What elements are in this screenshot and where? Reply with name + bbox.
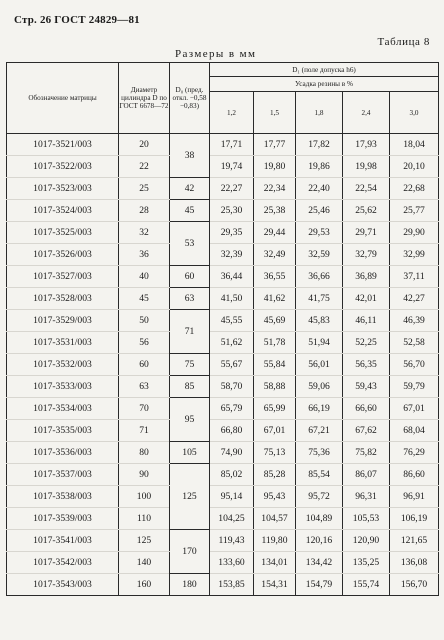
cell-d1-value: 96,31 xyxy=(343,486,390,508)
cell-d1-value: 51,62 xyxy=(210,332,254,354)
dimensions-table xyxy=(6,62,439,596)
cell-matrix: 1017-3538/003 xyxy=(7,486,119,508)
cell-d1-value: 36,44 xyxy=(210,266,254,288)
cell-d1-value: 55,84 xyxy=(254,354,296,376)
cell-d1-value: 75,13 xyxy=(254,442,296,464)
cell-d1-value: 120,16 xyxy=(296,530,343,552)
sizes-label: Размеры в мм xyxy=(175,48,257,60)
cell-d0: 180 xyxy=(170,574,210,596)
cell-d0: 60 xyxy=(170,266,210,288)
cell-diameter: 60 xyxy=(119,354,170,376)
table-row xyxy=(7,398,439,420)
table-row xyxy=(7,310,439,332)
cell-d0: 75 xyxy=(170,354,210,376)
cell-matrix: 1017-3535/003 xyxy=(7,420,119,442)
table-row xyxy=(7,134,439,156)
cell-matrix: 1017-3543/003 xyxy=(7,574,119,596)
cell-matrix: 1017-3524/003 xyxy=(7,200,119,222)
cell-matrix: 1017-3523/003 xyxy=(7,178,119,200)
table-row xyxy=(7,354,439,376)
cell-diameter: 32 xyxy=(119,222,170,244)
cell-d1-value: 85,28 xyxy=(254,464,296,486)
cell-d1-value: 29,35 xyxy=(210,222,254,244)
cell-diameter: 22 xyxy=(119,156,170,178)
cell-d1-value: 25,77 xyxy=(390,200,439,222)
cell-d1-value: 56,70 xyxy=(390,354,439,376)
cell-d1-value: 133,60 xyxy=(210,552,254,574)
cell-diameter: 140 xyxy=(119,552,170,574)
table-row xyxy=(7,178,439,200)
cell-d1-value: 104,25 xyxy=(210,508,254,530)
cell-d0: 95 xyxy=(170,398,210,442)
cell-d1-value: 95,72 xyxy=(296,486,343,508)
cell-d1-value: 17,77 xyxy=(254,134,296,156)
cell-diameter: 160 xyxy=(119,574,170,596)
cell-d1-value: 85,02 xyxy=(210,464,254,486)
cell-d1-value: 105,53 xyxy=(343,508,390,530)
cell-matrix: 1017-3532/003 xyxy=(7,354,119,376)
cell-d1-value: 17,82 xyxy=(296,134,343,156)
cell-d1-value: 67,62 xyxy=(343,420,390,442)
cell-d1-value: 20,10 xyxy=(390,156,439,178)
cell-d1-value: 41,50 xyxy=(210,288,254,310)
cell-d1-value: 32,99 xyxy=(390,244,439,266)
cell-diameter: 28 xyxy=(119,200,170,222)
cell-d1-value: 29,90 xyxy=(390,222,439,244)
cell-d1-value: 17,71 xyxy=(210,134,254,156)
cell-d1-value: 42,01 xyxy=(343,288,390,310)
cell-d1-value: 46,11 xyxy=(343,310,390,332)
cell-d1-value: 36,66 xyxy=(296,266,343,288)
cell-d1-value: 86,60 xyxy=(390,464,439,486)
cell-diameter: 70 xyxy=(119,398,170,420)
cell-matrix: 1017-3529/003 xyxy=(7,310,119,332)
cell-d1-value: 25,62 xyxy=(343,200,390,222)
cell-d1-value: 120,90 xyxy=(343,530,390,552)
table-row xyxy=(7,552,439,574)
cell-d1-value: 55,67 xyxy=(210,354,254,376)
cell-d1-value: 104,57 xyxy=(254,508,296,530)
cell-diameter: 90 xyxy=(119,464,170,486)
cell-d1-value: 66,60 xyxy=(343,398,390,420)
cell-d1-value: 51,94 xyxy=(296,332,343,354)
cell-d1-value: 156,70 xyxy=(390,574,439,596)
table-label: Таблица 8 xyxy=(377,36,430,48)
cell-d0: 71 xyxy=(170,310,210,354)
cell-d1-value: 68,04 xyxy=(390,420,439,442)
cell-matrix: 1017-3522/003 xyxy=(7,156,119,178)
cell-d1-value: 153,85 xyxy=(210,574,254,596)
cell-d1-value: 75,82 xyxy=(343,442,390,464)
cell-d1-value: 95,43 xyxy=(254,486,296,508)
cell-d1-value: 25,38 xyxy=(254,200,296,222)
cell-d0: 170 xyxy=(170,530,210,574)
cell-d1-value: 104,89 xyxy=(296,508,343,530)
cell-diameter: 45 xyxy=(119,288,170,310)
cell-d1-value: 45,83 xyxy=(296,310,343,332)
cell-d1-value: 58,70 xyxy=(210,376,254,398)
cell-d1-value: 29,53 xyxy=(296,222,343,244)
cell-d1-value: 135,25 xyxy=(343,552,390,574)
table-row xyxy=(7,332,439,354)
cell-matrix: 1017-3528/003 xyxy=(7,288,119,310)
cell-matrix: 1017-3534/003 xyxy=(7,398,119,420)
cell-d1-value: 22,40 xyxy=(296,178,343,200)
cell-d1-value: 86,07 xyxy=(343,464,390,486)
cell-d1-value: 18,04 xyxy=(390,134,439,156)
header-diameter: Диаметр цилиндра D по ГОСТ 6678—72 xyxy=(119,63,170,134)
cell-d0: 38 xyxy=(170,134,210,178)
cell-d1-value: 96,91 xyxy=(390,486,439,508)
cell-diameter: 25 xyxy=(119,178,170,200)
cell-d1-value: 46,39 xyxy=(390,310,439,332)
cell-d1-value: 51,78 xyxy=(254,332,296,354)
cell-d1-value: 32,79 xyxy=(343,244,390,266)
cell-d1-value: 121,65 xyxy=(390,530,439,552)
cell-d1-value: 29,71 xyxy=(343,222,390,244)
cell-d1-value: 106,19 xyxy=(390,508,439,530)
cell-d1-value: 36,89 xyxy=(343,266,390,288)
header-matrix: Обозначение матрицы xyxy=(7,63,119,134)
table-row xyxy=(7,200,439,222)
header-d1: D₁ (поле допуска h6) xyxy=(210,63,439,77)
cell-diameter: 80 xyxy=(119,442,170,464)
cell-diameter: 50 xyxy=(119,310,170,332)
cell-d1-value: 95,14 xyxy=(210,486,254,508)
cell-d1-value: 56,35 xyxy=(343,354,390,376)
cell-d1-value: 85,54 xyxy=(296,464,343,486)
table-row xyxy=(7,420,439,442)
cell-d1-value: 37,11 xyxy=(390,266,439,288)
cell-d1-value: 22,68 xyxy=(390,178,439,200)
cell-matrix: 1017-3525/003 xyxy=(7,222,119,244)
cell-diameter: 125 xyxy=(119,530,170,552)
cell-d0: 125 xyxy=(170,464,210,530)
table-row xyxy=(7,486,439,508)
cell-d0: 63 xyxy=(170,288,210,310)
cell-diameter: 100 xyxy=(119,486,170,508)
cell-d1-value: 67,01 xyxy=(390,398,439,420)
cell-diameter: 63 xyxy=(119,376,170,398)
cell-d1-value: 134,42 xyxy=(296,552,343,574)
table-row xyxy=(7,288,439,310)
cell-d1-value: 25,46 xyxy=(296,200,343,222)
cell-d1-value: 67,21 xyxy=(296,420,343,442)
cell-diameter: 20 xyxy=(119,134,170,156)
cell-matrix: 1017-3526/003 xyxy=(7,244,119,266)
cell-d1-value: 22,34 xyxy=(254,178,296,200)
cell-d1-value: 59,79 xyxy=(390,376,439,398)
cell-d1-value: 119,43 xyxy=(210,530,254,552)
cell-d1-value: 22,54 xyxy=(343,178,390,200)
header-shrink-col: 1,8 xyxy=(296,92,343,134)
cell-d1-value: 32,49 xyxy=(254,244,296,266)
table-row xyxy=(7,376,439,398)
cell-matrix: 1017-3537/003 xyxy=(7,464,119,486)
cell-d1-value: 29,44 xyxy=(254,222,296,244)
cell-d1-value: 65,79 xyxy=(210,398,254,420)
cell-d1-value: 25,30 xyxy=(210,200,254,222)
page-header: Стр. 26 ГОСТ 24829—81 xyxy=(14,14,140,26)
cell-d1-value: 36,55 xyxy=(254,266,296,288)
cell-d1-value: 65,99 xyxy=(254,398,296,420)
cell-d1-value: 19,86 xyxy=(296,156,343,178)
header-shrink: Усадка резины в % xyxy=(210,77,439,92)
cell-d1-value: 41,75 xyxy=(296,288,343,310)
cell-diameter: 40 xyxy=(119,266,170,288)
header-shrink-col: 2,4 xyxy=(343,92,390,134)
cell-d1-value: 19,80 xyxy=(254,156,296,178)
cell-matrix: 1017-3541/003 xyxy=(7,530,119,552)
cell-matrix: 1017-3527/003 xyxy=(7,266,119,288)
cell-d0: 105 xyxy=(170,442,210,464)
cell-d1-value: 59,43 xyxy=(343,376,390,398)
cell-matrix: 1017-3531/003 xyxy=(7,332,119,354)
header-d0: D₀ (пред. откл. −0,58 −0,83) xyxy=(170,63,210,134)
cell-d1-value: 32,59 xyxy=(296,244,343,266)
table-row xyxy=(7,442,439,464)
cell-d1-value: 119,80 xyxy=(254,530,296,552)
cell-matrix: 1017-3542/003 xyxy=(7,552,119,574)
cell-d1-value: 134,01 xyxy=(254,552,296,574)
cell-diameter: 56 xyxy=(119,332,170,354)
cell-d1-value: 19,98 xyxy=(343,156,390,178)
cell-d1-value: 154,31 xyxy=(254,574,296,596)
cell-d1-value: 45,55 xyxy=(210,310,254,332)
cell-d1-value: 17,93 xyxy=(343,134,390,156)
table-row xyxy=(7,508,439,530)
cell-d1-value: 136,08 xyxy=(390,552,439,574)
cell-d0: 53 xyxy=(170,222,210,266)
cell-d1-value: 58,88 xyxy=(254,376,296,398)
cell-diameter: 71 xyxy=(119,420,170,442)
cell-d1-value: 67,01 xyxy=(254,420,296,442)
table-row xyxy=(7,266,439,288)
cell-d1-value: 22,27 xyxy=(210,178,254,200)
cell-d1-value: 154,79 xyxy=(296,574,343,596)
cell-d0: 85 xyxy=(170,376,210,398)
table-row xyxy=(7,156,439,178)
cell-d1-value: 74,90 xyxy=(210,442,254,464)
cell-d0: 42 xyxy=(170,178,210,200)
cell-d1-value: 45,69 xyxy=(254,310,296,332)
cell-d1-value: 19,74 xyxy=(210,156,254,178)
table-row xyxy=(7,222,439,244)
cell-d1-value: 41,62 xyxy=(254,288,296,310)
header-shrink-col: 1,5 xyxy=(254,92,296,134)
cell-d1-value: 76,29 xyxy=(390,442,439,464)
table-row xyxy=(7,530,439,552)
cell-d1-value: 66,80 xyxy=(210,420,254,442)
cell-d1-value: 75,36 xyxy=(296,442,343,464)
cell-matrix: 1017-3536/003 xyxy=(7,442,119,464)
cell-d1-value: 155,74 xyxy=(343,574,390,596)
table-row xyxy=(7,464,439,486)
cell-d1-value: 56,01 xyxy=(296,354,343,376)
table-row xyxy=(7,244,439,266)
cell-matrix: 1017-3533/003 xyxy=(7,376,119,398)
cell-matrix: 1017-3539/003 xyxy=(7,508,119,530)
cell-d1-value: 42,27 xyxy=(390,288,439,310)
cell-d1-value: 66,19 xyxy=(296,398,343,420)
cell-d1-value: 59,06 xyxy=(296,376,343,398)
header-shrink-col: 3,0 xyxy=(390,92,439,134)
cell-matrix: 1017-3521/003 xyxy=(7,134,119,156)
cell-diameter: 36 xyxy=(119,244,170,266)
table-row xyxy=(7,574,439,596)
cell-d1-value: 32,39 xyxy=(210,244,254,266)
cell-diameter: 110 xyxy=(119,508,170,530)
cell-d1-value: 52,25 xyxy=(343,332,390,354)
cell-d0: 45 xyxy=(170,200,210,222)
header-shrink-col: 1,2 xyxy=(210,92,254,134)
cell-d1-value: 52,58 xyxy=(390,332,439,354)
